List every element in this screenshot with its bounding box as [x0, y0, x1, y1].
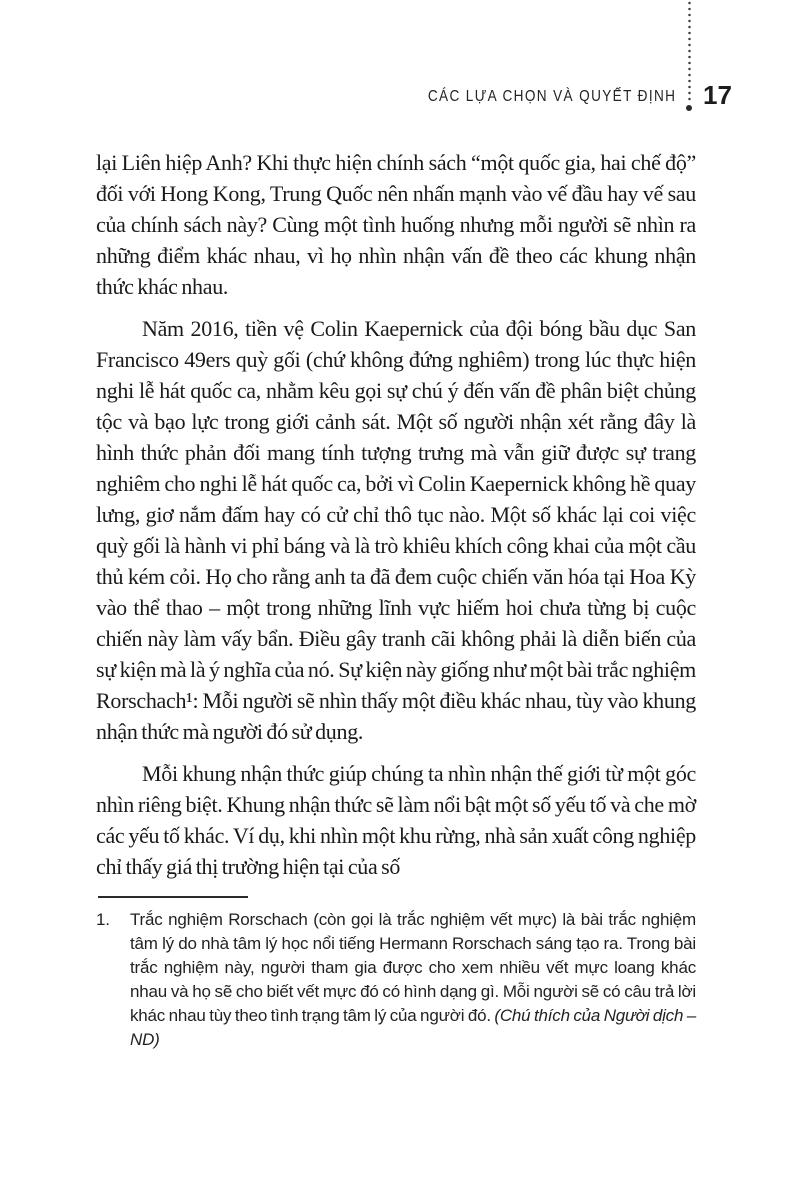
paragraph-frames: Mỗi khung nhận thức giúp chúng ta nhìn nhận thế giới từ một góc nhìn riêng biệt. Khung nhận thức sẽ làm nổi bật một số yếu tố và che mờ các yếu tố khác. Ví dụ, khi nhìn một khu rừng, nhà sản xuất công nghiệp chỉ thấy giá thị trường hiện tại của số	[96, 761, 696, 879]
footnote	[96, 908, 696, 1052]
divider-end-dot	[686, 105, 692, 111]
footnote-separator	[98, 896, 248, 898]
footnote-translator-note: (Chú thích của Người dịch – ND)	[130, 1006, 696, 1049]
footnote-marker: 1.	[96, 910, 110, 929]
body-text	[96, 147, 696, 1052]
paragraph-continued: lại Liên hiệp Anh? Khi thực hiện chính sách “một quốc gia, hai chế độ” đối với Hong Kong, Trung Quốc nên nhấn mạnh vào vế đầu hay vế sau của chính sách này? Cùng một tình huống nhưng mỗi người sẽ nhìn ra những điểm khác nhau, vì họ nhìn nhận vấn đề theo các khung nhận thức khác nhau.	[96, 150, 696, 299]
dotted-divider	[688, 0, 691, 101]
footnote-text-main: Trắc nghiệm Rorschach (còn gọi là trắc nghiệm vết mực) là bài trắc nghiệm tâm lý do nhà tâm lý học nổi tiếng Hermann Rorschach sáng tạo ra. Trong bài trắc nghiệm này, người tham gia được cho xem nhiều vết mực loang khác nhau và họ sẽ cho biết vết mực đó có hình dạng gì. Mỗi người sẽ có câu trả lời khác nhau tùy theo tình trạng tâm lý của người đó.	[130, 910, 696, 1025]
paragraph-kaepernick: Năm 2016, tiền vệ Colin Kaepernick của đội bóng bầu dục San Francisco 49ers quỳ gối (chứ không đứng nghiêm) trong lúc thực hiện nghi lễ hát quốc ca, nhằm kêu gọi sự chú ý đến vấn đề phân biệt chủng tộc và bạo lực trong giới cảnh sát. Một số người nhận xét rằng đây là hình thức phản đối mang tính tượng trưng mà vẫn giữ được sự trang nghiêm cho nghi lễ hát quốc ca, bởi vì Colin Kaepernick không hề quay lưng, giơ nắm đấm hay có cử chỉ thô tục nào. Một số khác lại coi việc quỳ gối là hành vi phỉ báng và là trò khiêu khích công khai của một cầu thủ kém cỏi. Họ cho rằng anh ta đã đem cuộc chiến văn hóa tại Hoa Kỳ vào thể thao – một trong những lĩnh vực hiếm hoi chưa từng bị cuộc chiến này làm vấy bẩn. Điều gây tranh cãi không phải là diễn biến của sự kiện mà là ý nghĩa của nó. Sự kiện này giống như một bài trắc nghiệm Rorschach¹: Mỗi người sẽ nhìn thấy một điều khác nhau, tùy vào khung nhận thức mà người đó sử dụng.	[96, 316, 696, 744]
running-header-title: CÁC LỰA CHỌN VÀ QUYẾT ĐỊNH	[427, 88, 676, 105]
page-number: 17	[703, 80, 732, 110]
footnote-text	[130, 908, 696, 1052]
